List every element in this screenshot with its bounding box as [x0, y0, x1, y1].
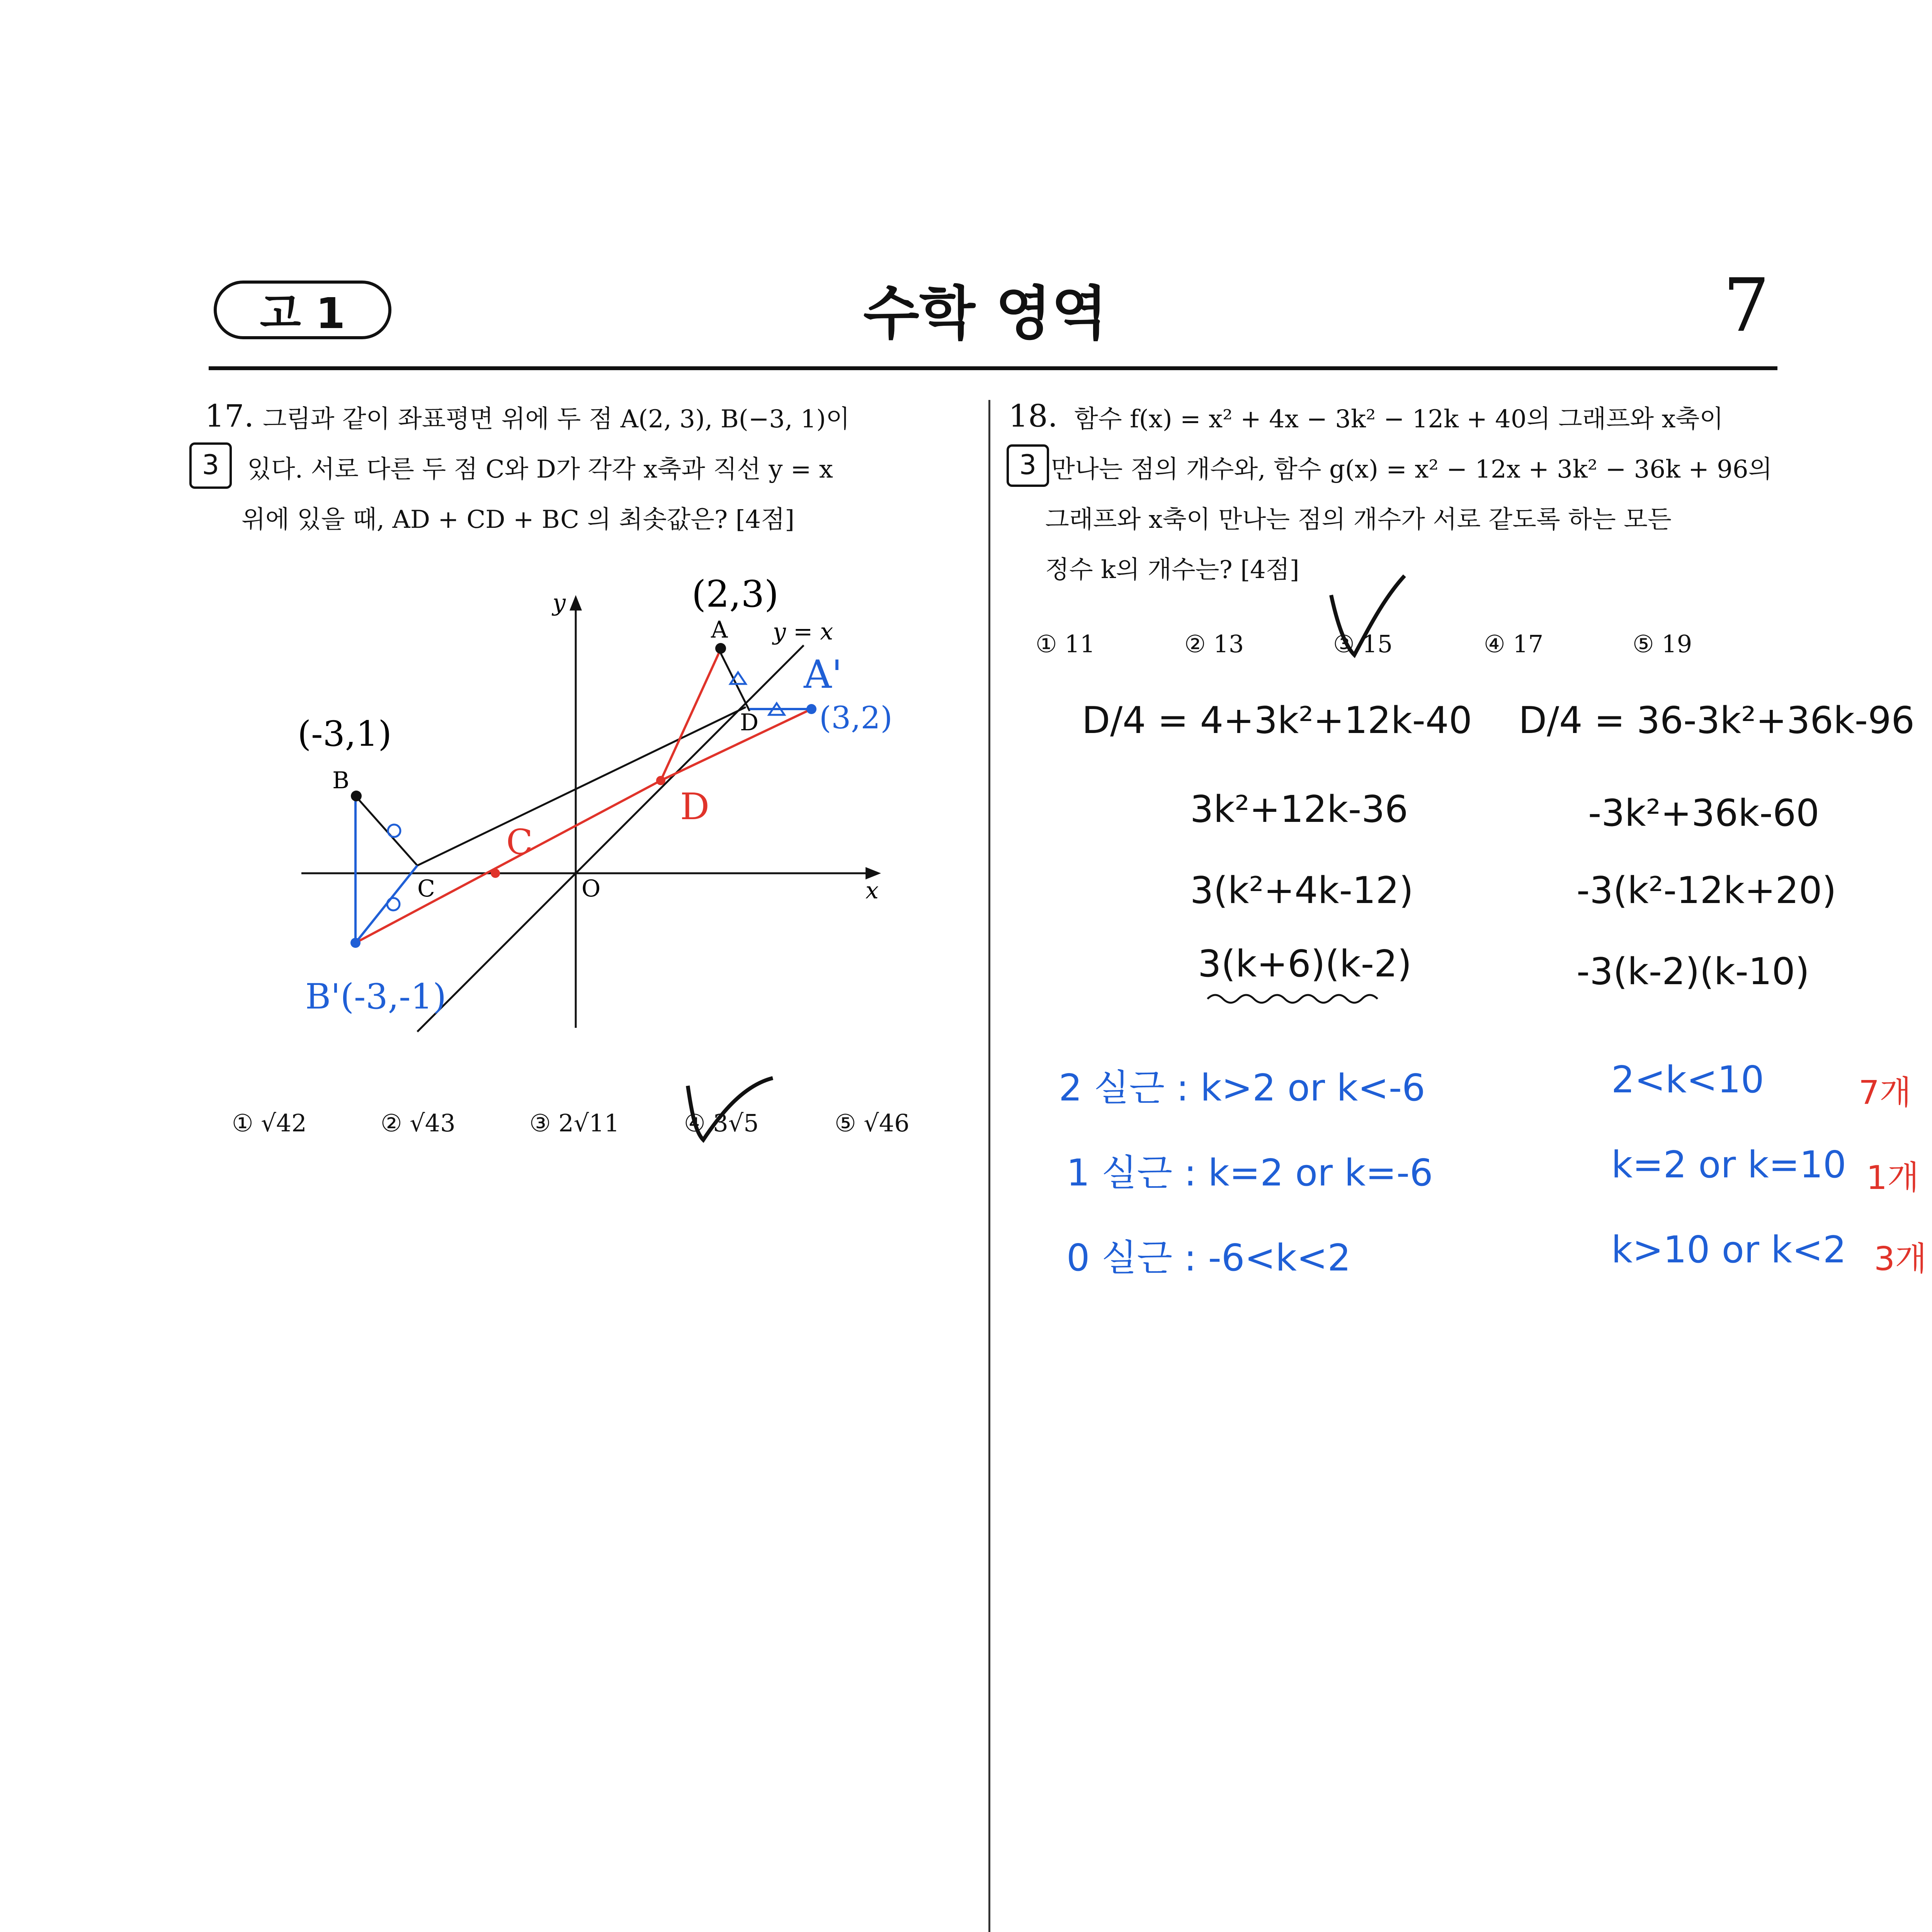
- hand-c-label: C: [506, 822, 533, 862]
- answer-mark-box: [1007, 444, 1049, 487]
- choice-4[interactable]: ④ 17: [1484, 630, 1544, 658]
- page-title: 수학 영역: [863, 280, 1107, 347]
- point-c: [491, 869, 500, 878]
- work-left-4: 3(k+6)(k-2): [1198, 943, 1412, 985]
- count-3: 3개: [1874, 1240, 1927, 1278]
- case-right-1: 2<k<10: [1611, 1059, 1764, 1101]
- question-number: 18.: [1009, 398, 1058, 434]
- question-line-2: 만나는 점의 개수와, 함수 g(x) = x² − 12x + 3k² − 36k + 96의: [1051, 455, 1772, 484]
- work-right-3: -3(k²-12k+20): [1577, 869, 1837, 912]
- question-line-1: 함수 f(x) = x² + 4x − 3k² − 12k + 40의 그래프와 x축이: [1074, 405, 1724, 434]
- shortest-path-3: [661, 709, 811, 781]
- point-a: [715, 643, 726, 654]
- question-line-3: 그래프와 x축이 만나는 점의 개수가 서로 같도록 하는 모든: [1045, 505, 1672, 534]
- answer-mark: 3: [1019, 449, 1037, 481]
- question-number: 17.: [205, 398, 254, 434]
- work-right-1: D/4 = 36-3k²+36k-96: [1519, 699, 1915, 742]
- segment-bc: [355, 796, 417, 866]
- work-left-3: 3(k²+4k-12): [1190, 869, 1413, 912]
- shortest-path-2: [661, 649, 721, 781]
- choice-3[interactable]: ③ 2√11: [529, 1109, 620, 1137]
- question-line-1: 그림과 같이 좌표평면 위에 두 점 A(2, 3), B(−3, 1)이: [263, 405, 850, 434]
- grade-badge: [214, 281, 391, 339]
- coordinate-graph: [270, 572, 927, 1074]
- point-b: [351, 791, 362, 801]
- hand-a-coord: (2,3): [692, 573, 779, 616]
- point-a-label: A: [711, 616, 728, 643]
- answer-mark: 3: [202, 449, 219, 481]
- hand-d-label: D: [680, 786, 710, 828]
- choice-3[interactable]: ③ 15: [1333, 630, 1393, 658]
- choice-1[interactable]: ① √42: [232, 1109, 307, 1137]
- case-right-2: k=2 or k=10: [1611, 1144, 1847, 1186]
- choice-2[interactable]: ② √43: [381, 1109, 456, 1137]
- choice-2[interactable]: ② 13: [1184, 630, 1244, 658]
- point-c-label: C: [417, 875, 435, 902]
- point-d: [656, 776, 665, 785]
- header-divider: [209, 366, 1777, 370]
- hand-a-prime: A': [804, 652, 842, 697]
- choice-5[interactable]: ⑤ √46: [835, 1109, 910, 1137]
- squiggle-underline: [1206, 991, 1383, 1007]
- case-right-3: k>10 or k<2: [1611, 1229, 1847, 1271]
- choice-1[interactable]: ① 11: [1036, 630, 1095, 658]
- work-right-4: -3(k-2)(k-10): [1577, 951, 1810, 993]
- grade-label: 고 1: [260, 289, 345, 338]
- count-1: 7개: [1859, 1074, 1912, 1112]
- choice-5[interactable]: ⑤ 19: [1633, 630, 1692, 658]
- point-b-label: B: [332, 767, 350, 794]
- equal-mark: [388, 825, 400, 837]
- question-line-2: 있다. 서로 다른 두 점 C와 D가 각각 x축과 직선 y = x: [247, 455, 833, 484]
- point-a-prime: [806, 704, 816, 714]
- header-page-number: 7: [1723, 263, 1770, 348]
- question-line-3: 위에 있을 때, AD + CD + BC 의 최솟값은? [4점]: [242, 505, 795, 534]
- case-two-roots: 2 실근 : k>2 or k<-6: [1059, 1067, 1425, 1109]
- answer-mark-box: [189, 442, 232, 489]
- work-left-1: D/4 = 4+3k²+12k-40: [1082, 699, 1472, 742]
- point-b-prime: [350, 938, 361, 948]
- x-axis-label: x: [866, 877, 879, 904]
- checkmark-icon: [680, 1070, 781, 1148]
- y-axis-arrow: [570, 595, 582, 611]
- case-zero-roots: 0 실근 : -6<k<2: [1066, 1237, 1351, 1279]
- case-one-root: 1 실근 : k=2 or k=-6: [1066, 1152, 1433, 1194]
- question-line-4: 정수 k의 개수는? [4점]: [1045, 556, 1299, 584]
- checkmark-icon: [1325, 572, 1410, 661]
- equal-mark-2: [387, 898, 400, 910]
- choice-4[interactable]: ④ 3√5: [684, 1109, 759, 1137]
- point-d-label: D: [740, 709, 759, 736]
- hand-a-prime-coord: (3,2): [819, 700, 893, 736]
- segment-ad: [719, 649, 750, 711]
- y-axis-label: y: [553, 589, 566, 616]
- column-divider: [988, 400, 990, 1932]
- work-right-2: -3k²+36k-60: [1588, 792, 1820, 835]
- work-left-2: 3k²+12k-36: [1190, 788, 1408, 831]
- origin-label: O: [582, 875, 601, 902]
- hand-b-coord: (-3,1): [298, 714, 392, 754]
- hand-b-prime: B'(-3,-1): [305, 976, 447, 1017]
- count-2: 1개: [1866, 1159, 1919, 1197]
- line-label: y = x: [773, 618, 833, 645]
